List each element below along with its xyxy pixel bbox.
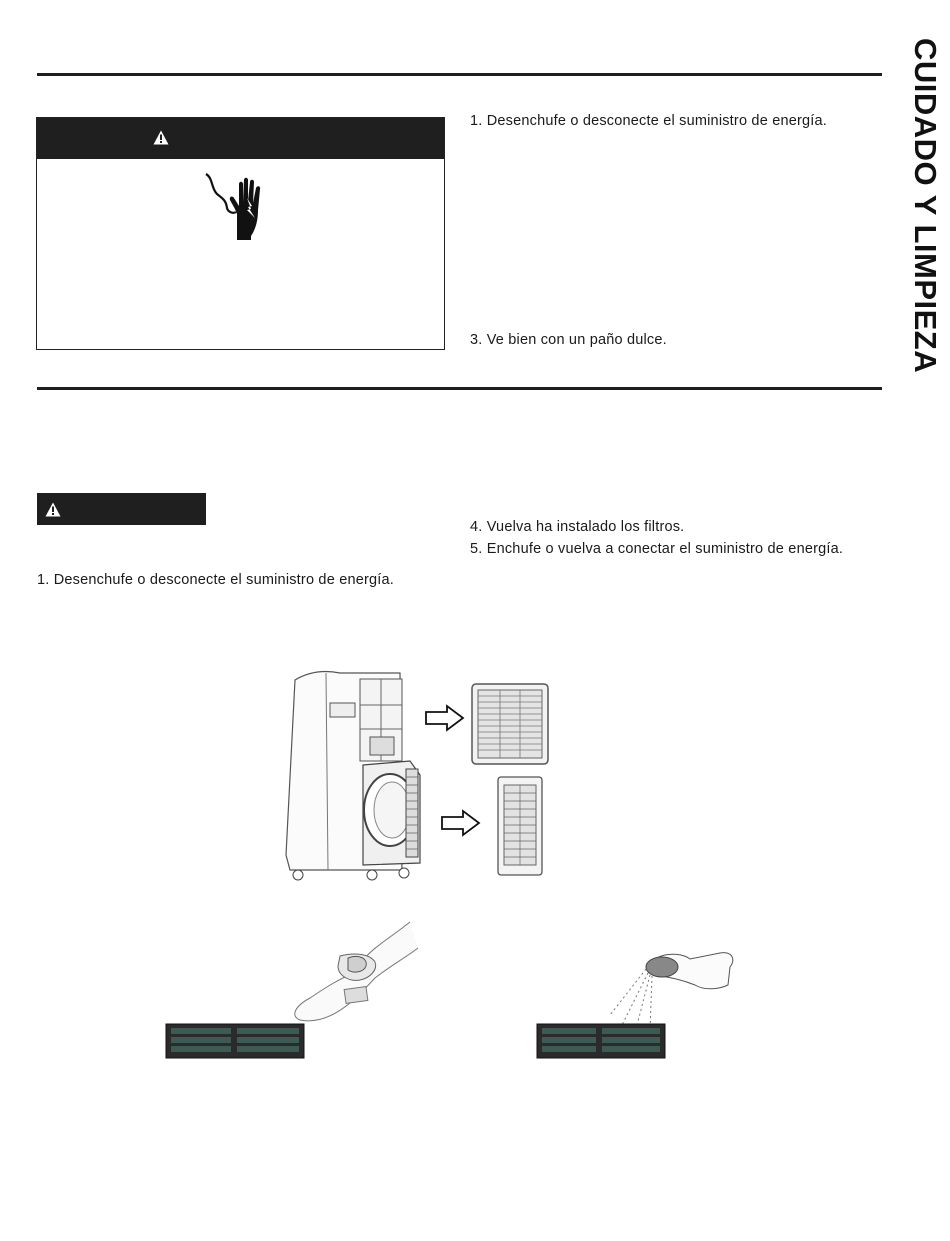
- arrow-right-icon: [425, 705, 465, 731]
- top-step-3: 3. Ve bien con un paño dulce.: [470, 332, 667, 348]
- warning-banner: [37, 118, 444, 159]
- electric-shock-hand-icon: [203, 170, 273, 245]
- secondary-filter-illustration: [495, 775, 545, 877]
- top-divider: [37, 73, 882, 76]
- filter-grille-illustration: [165, 1023, 305, 1059]
- vacuum-cleaning-illustration: [280, 918, 420, 1028]
- warning-triangle-icon: [153, 130, 169, 145]
- middle-divider: [37, 387, 882, 390]
- filter-grille-illustration: [536, 1023, 666, 1059]
- filter-warning-banner: [37, 493, 206, 525]
- lower-left-step-1: 1. Desenchufe o desconecte el suministro de energía.: [37, 572, 394, 588]
- main-filter-illustration: [470, 682, 550, 766]
- section-side-title: CUIDADO Y LIMPIEZA: [908, 38, 943, 374]
- top-step-1: 1. Desenchufe o desconecte el suministro de energía.: [470, 113, 827, 129]
- lower-step-4: 4. Vuelva ha instalado los filtros.: [470, 519, 685, 535]
- arrow-right-icon: [441, 810, 481, 836]
- shock-warning-box: [36, 117, 445, 350]
- warning-triangle-icon: [45, 502, 61, 517]
- spray-cleaning-illustration: [600, 945, 750, 1035]
- portable-ac-unit-illustration: [280, 665, 430, 885]
- lower-step-5: 5. Enchufe o vuelva a conectar el suministro de energía.: [470, 541, 844, 557]
